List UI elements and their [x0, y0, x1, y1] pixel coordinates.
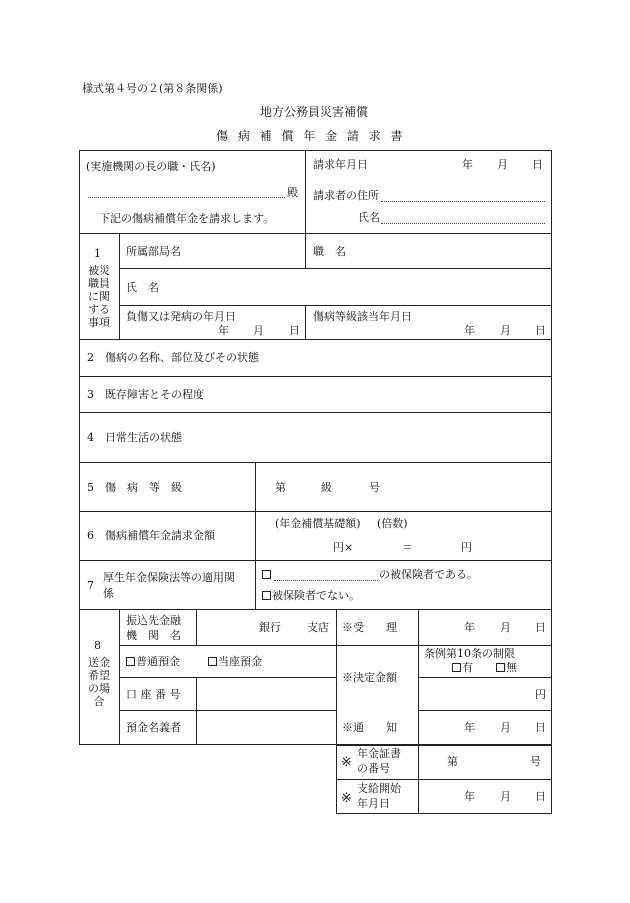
requester-name-line[interactable] — [381, 223, 545, 224]
section7-label-line1: 厚生年金保険法等の適用関 — [103, 571, 235, 584]
start-month: 月 — [500, 790, 511, 803]
not-insured-label: 被保険者でない。 — [272, 589, 360, 602]
request-sentence: 下記の傷病補償年金を請求します。 — [99, 212, 275, 225]
start-day: 日 — [535, 790, 546, 803]
injury-day: 日 — [289, 324, 300, 337]
receipt-year: 年 — [464, 621, 475, 634]
request-day: 日 — [532, 158, 543, 171]
checking-deposit-checkbox[interactable] — [208, 657, 217, 666]
injury-month: 月 — [253, 324, 264, 337]
title-line2: 傷 病 補 償 年 金 請 求 書 — [216, 129, 406, 143]
grade-prefix: 第 — [275, 481, 286, 494]
equals-sign: ＝ — [402, 541, 413, 554]
section5-label: 5 傷 病 等 級 — [87, 481, 182, 494]
request-month: 月 — [497, 158, 508, 171]
start-mark: ※ — [341, 791, 352, 806]
article10-no[interactable]: 無 — [496, 662, 517, 673]
title-line1: 地方公務員災害補償 — [260, 105, 369, 119]
not-insured-option[interactable] — [262, 590, 360, 601]
department-label: 所属部局名 — [126, 245, 181, 258]
section8-label: 送金 希望 の場 合 — [88, 656, 110, 708]
grade-suffix: 号 — [369, 481, 380, 494]
article10-no-checkbox[interactable] — [496, 663, 505, 672]
notice-year: 年 — [464, 721, 475, 734]
grade-year: 年 — [464, 324, 475, 337]
section1-label: 被災 職員 に関 する 事項 — [88, 264, 110, 329]
address-label: 請求者の住所 — [313, 189, 379, 202]
receipt-day: 日 — [535, 621, 546, 634]
section6-label: 6 傷病補償年金請求金額 — [87, 529, 215, 542]
notice-day: 日 — [535, 721, 546, 734]
requester-name-label: 氏名 — [358, 211, 380, 224]
grade-day: 日 — [535, 324, 546, 337]
victim-name-label: 氏 名 — [126, 281, 159, 294]
grade-mid: 級 — [321, 481, 332, 494]
account-holder-label: 預金名義者 — [126, 721, 181, 734]
not-insured-checkbox[interactable] — [262, 591, 271, 600]
grade-date-label: 傷病等級該当年月日 — [313, 310, 412, 323]
receipt-label: ※受 理 — [342, 621, 397, 634]
multiplier-label: (倍数) — [377, 517, 408, 530]
position-label: 職 名 — [313, 245, 346, 258]
start-label-line1: 支給開始 — [357, 782, 401, 795]
account-number-label: 口 座 番 号 — [126, 688, 181, 701]
cert-label-line1: 年金証書 — [357, 747, 401, 760]
insured-checkbox[interactable] — [262, 570, 271, 579]
amount-yen: 円 — [461, 541, 472, 554]
section1-number: 1 — [94, 247, 101, 260]
notice-month: 月 — [500, 721, 511, 734]
notice-label: ※通 知 — [342, 721, 397, 734]
honorific: 殿 — [287, 186, 298, 199]
article10-label: 条例第10条の制限 — [424, 647, 515, 660]
section8-number: 8 — [94, 639, 101, 652]
branch-word: 支店 — [307, 621, 329, 634]
regular-deposit-option[interactable] — [126, 656, 180, 667]
injury-date-label: 負傷又は発病の年月日 — [126, 310, 236, 323]
basis-label: (年金補償基礎額) — [275, 517, 361, 530]
grade-month: 月 — [500, 324, 511, 337]
section2-label: 2 傷病の名称、部位及びその状態 — [87, 351, 259, 364]
section4-label: 4 日常生活の状態 — [87, 431, 182, 444]
agency-head-line[interactable] — [88, 197, 285, 198]
request-year: 年 — [462, 158, 473, 171]
bank-label-line2: 機 関 名 — [126, 629, 181, 642]
decision-yen: 円 — [535, 688, 546, 701]
agency-head-label: (実施機関の長の職・氏名) — [86, 160, 216, 173]
insured-scheme-line[interactable] — [274, 580, 378, 581]
start-year: 年 — [464, 790, 475, 803]
injury-year: 年 — [218, 324, 229, 337]
bank-label-line1: 振込先金融 — [126, 614, 181, 627]
decision-amount-label: ※決定金額 — [342, 671, 397, 684]
section7-number: 7 — [87, 579, 94, 592]
form-number: 様式第４号の２(第８条関係) — [82, 82, 223, 95]
request-date-label: 請求年月日 — [313, 158, 368, 171]
regular-deposit-label: 普通預金 — [136, 655, 180, 668]
yen-times: 円× — [333, 541, 354, 554]
article10-yes[interactable]: 有 — [452, 662, 473, 673]
cert-suffix: 号 — [530, 755, 541, 768]
receipt-month: 月 — [500, 621, 511, 634]
checking-deposit-option[interactable] — [208, 656, 262, 667]
start-label-line2: 年月日 — [357, 797, 390, 810]
bank-word: 銀行 — [259, 621, 281, 634]
insured-option[interactable] — [262, 569, 272, 580]
address-line[interactable] — [381, 201, 545, 202]
checking-deposit-label: 当座預金 — [218, 655, 262, 668]
cert-mark: ※ — [341, 755, 352, 770]
regular-deposit-checkbox[interactable] — [126, 657, 135, 666]
section3-label: 3 既存障害とその程度 — [87, 388, 204, 401]
cert-prefix: 第 — [447, 755, 458, 768]
article10-yes-checkbox[interactable] — [452, 663, 461, 672]
cert-label-line2: の番号 — [357, 762, 390, 775]
section7-label-line2: 係 — [103, 587, 114, 600]
insured-suffix: の被保険者である。 — [379, 568, 478, 581]
